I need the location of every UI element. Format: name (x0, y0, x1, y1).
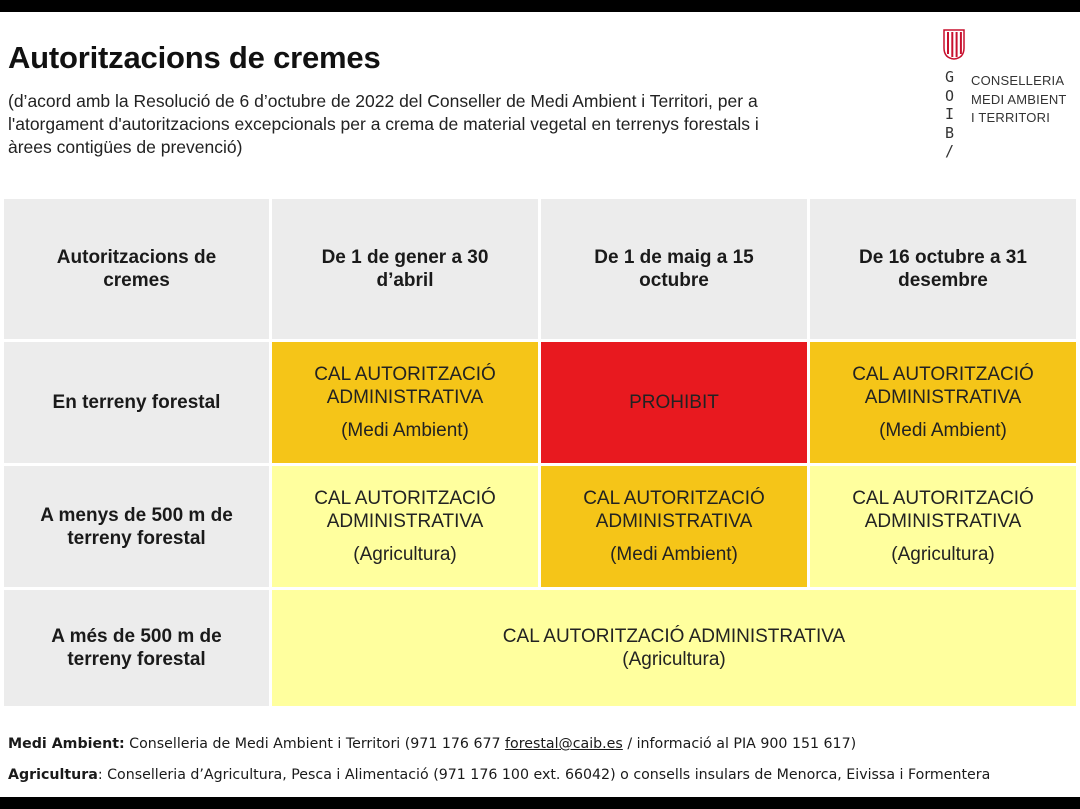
logo-line: I TERRITORI (971, 110, 1051, 125)
bottom-black-bar (0, 797, 1080, 809)
header-line: De 1 de gener a 30 (321, 247, 489, 268)
cell-note: (Medi Ambient) (879, 420, 1007, 441)
row-label-forest (4, 342, 269, 463)
header-cell-period-2 (541, 199, 807, 339)
footer-medi-ambient (8, 736, 856, 752)
cell-note: (Agricultura) (353, 544, 457, 565)
page-title: Autoritzacions de cremes (8, 40, 381, 75)
subtitle-line: àrees contigües de prevenció) (8, 137, 243, 157)
table-cell (541, 342, 807, 463)
footer-text: / informació al PIA 900 151 617) (622, 736, 857, 752)
header-line: desembre (898, 270, 988, 291)
logo-line: CONSELLERIA (971, 73, 1065, 88)
header-line: Autoritzacions de (56, 247, 217, 268)
footer-label: Agricultura (8, 767, 98, 783)
logo-letter: G (945, 68, 955, 86)
header-cell-period-3 (810, 199, 1076, 339)
header-line: cremes (103, 270, 170, 291)
logo-text (971, 72, 1067, 128)
top-black-bar (0, 0, 1080, 12)
header-cell-period-1 (272, 199, 538, 339)
cell-line: ADMINISTRATIVA (326, 387, 484, 408)
cell-line: ADMINISTRATIVA (326, 511, 484, 532)
govern-logo (936, 28, 1076, 163)
logo-letter: / (945, 142, 955, 160)
table-cell (272, 466, 538, 587)
cell-note: (Medi Ambient) (341, 420, 469, 441)
cell-line: CAL AUTORITZACIÓ (852, 488, 1034, 509)
logo-letter: I (945, 105, 955, 123)
row-label-line: A més de 500 m de (51, 626, 222, 647)
cell-note: (Medi Ambient) (610, 544, 738, 565)
cell-note: (Agricultura) (622, 649, 726, 670)
footer-agricultura (8, 767, 990, 783)
coat-of-arms-icon (942, 28, 966, 60)
table-cell (541, 466, 807, 587)
header-cell-category (4, 199, 269, 339)
cell-line: CAL AUTORITZACIÓ (314, 488, 496, 509)
logo-letters (945, 68, 954, 161)
logo-letter: B (945, 123, 955, 142)
email-link[interactable]: forestal@caib.es (505, 736, 623, 752)
table-cell-merged (272, 590, 1076, 706)
cell-note: (Agricultura) (891, 544, 995, 565)
page-subtitle (8, 90, 868, 159)
row-label-under-500m (4, 466, 269, 587)
cell-line: ADMINISTRATIVA (864, 387, 1022, 408)
row-label-over-500m (4, 590, 269, 706)
footer-text: : Conselleria d’Agricultura, Pesca i Alimentació (971 176 100 ext. 66042) o consells insulars de Menorca, Eivissa i Formentera (97, 767, 991, 783)
header-line: d’abril (376, 270, 434, 291)
cell-line: ADMINISTRATIVA (864, 511, 1022, 532)
header-line: De 16 octubre a 31 (859, 247, 1027, 268)
table-cell (810, 342, 1076, 463)
subtitle-line: (d’acord amb la Resolució de 6 d’octubre de 2022 del Conseller de Medi Ambient i Territori, per a (8, 91, 758, 111)
table-cell (272, 342, 538, 463)
logo-line: MEDI AMBIENT (971, 91, 1067, 107)
row-label-line: A menys de 500 m de (40, 504, 233, 526)
cell-line: CAL AUTORITZACIÓ ADMINISTRATIVA (502, 626, 846, 647)
cell-line: CAL AUTORITZACIÓ (852, 364, 1034, 385)
footer-label: Medi Ambient: (8, 736, 125, 752)
row-label-line: terreny forestal (67, 527, 206, 549)
authorization-table (4, 199, 1075, 705)
footer-text: Conselleria de Medi Ambient i Territori (971 176 677 (124, 736, 506, 752)
header-line: octubre (639, 270, 709, 291)
header-line: De 1 de maig a 15 (594, 247, 754, 268)
row-label-line: En terreny forestal (52, 392, 221, 413)
cell-line: ADMINISTRATIVA (595, 511, 753, 532)
row-label-line: terreny forestal (67, 649, 206, 670)
logo-letter: O (945, 86, 955, 105)
cell-line: PROHIBIT (629, 392, 719, 413)
cell-line: CAL AUTORITZACIÓ (314, 364, 496, 385)
subtitle-line: l'atorgament d'autoritzacions excepcionals per a crema de material vegetal en terrenys forestals i (8, 114, 759, 134)
cell-line: CAL AUTORITZACIÓ (583, 488, 765, 509)
table-cell (810, 466, 1076, 587)
